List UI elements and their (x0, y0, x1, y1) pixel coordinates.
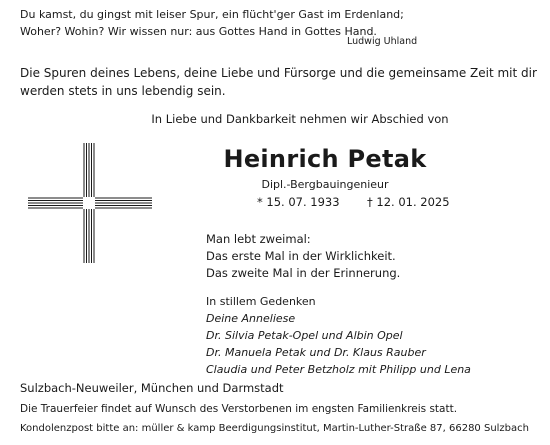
quote-line: Das erste Mal in der Wirklichkeit. (206, 249, 396, 263)
memorial-heading: In stillem Gedenken (206, 295, 316, 308)
mourner: Dr. Manuela Petak und Dr. Klaus Rauber (206, 346, 426, 359)
mourner: Claudia und Peter Betzholz mit Philipp und Lena (206, 363, 471, 376)
death-date: † 12. 01. 2025 (367, 195, 450, 209)
intro-line: werden stets in uns lebendig sein. (20, 84, 226, 98)
mourner: Deine Anneliese (206, 312, 296, 325)
birth-date: * 15. 07. 1933 (257, 195, 340, 209)
cross-icon (28, 143, 152, 263)
funeral-notice: Die Trauerfeier findet auf Wunsch des Verstorbenen im engsten Familienkreis statt. (20, 403, 458, 415)
deceased-profession: Dipl.-Bergbauingenieur (261, 178, 389, 191)
poem-line: Du kamst, du gingst mit leiser Spur, ein flücht'ger Gast im Erdenland; (20, 8, 404, 21)
quote-line: Das zweite Mal in der Erinnerung. (206, 266, 401, 280)
quote (206, 231, 400, 282)
poem-author: Ludwig Uhland (347, 36, 418, 47)
poem (20, 6, 404, 40)
place-names: Sulzbach-Neuweiler, München und Darmstadt (20, 381, 284, 395)
poem-line: Woher? Wohin? Wir wissen nur: aus Gottes Hand in Gottes Hand. (20, 25, 377, 38)
condolence-contact: Kondolenzpost bitte an: müller & kamp Beerdigungsinstitut, Martin-Luther-Straße 87, 66280 Sulzbach (20, 423, 529, 434)
quote-line: Man lebt zweimal: (206, 232, 311, 246)
deceased-name: Heinrich Petak (223, 145, 427, 173)
intro-text (20, 64, 537, 100)
intro-line: Die Spuren deines Lebens, deine Liebe und Fürsorge und die gemeinsame Zeit mit dir (20, 66, 537, 80)
mourners-list (206, 310, 471, 378)
mourner: Dr. Silvia Petak-Opel und Albin Opel (206, 329, 403, 342)
farewell-text: In Liebe und Dankbarkeit nehmen wir Abschied von (151, 112, 449, 126)
